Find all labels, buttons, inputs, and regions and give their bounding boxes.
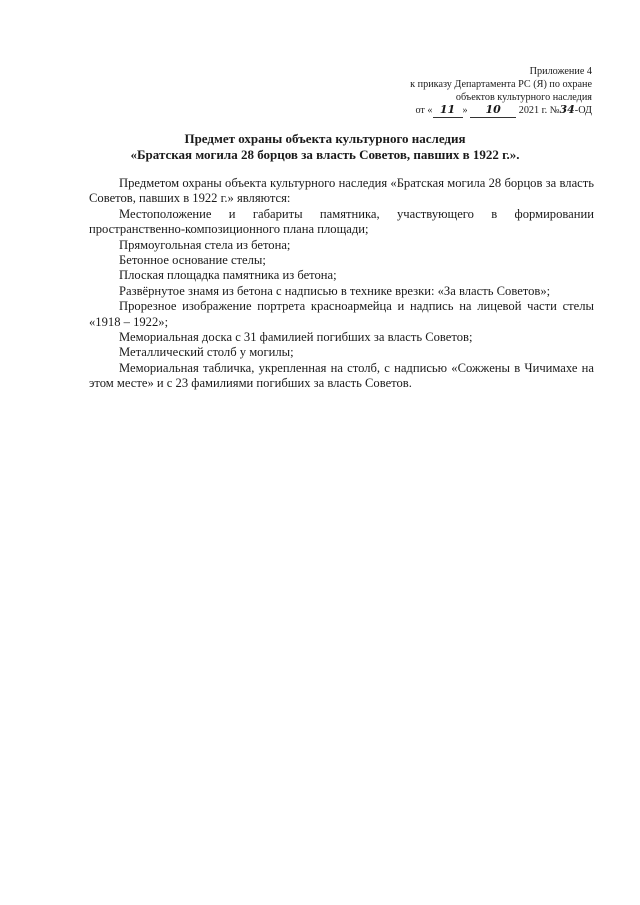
- paragraph-metal-post: Металлический столб у могилы;: [119, 345, 294, 360]
- date-mid: »: [462, 105, 468, 117]
- paragraph-platform: Плоская площадка памятника из бетона;: [119, 268, 337, 283]
- paragraph-intro: Предметом охраны объекта культурного наследия «Братская могила 28 борцов за власть Советов, павших в 1922 г.» являются:: [89, 176, 594, 206]
- order-suffix: -ОД: [574, 105, 592, 117]
- appendix-number: Приложение 4: [529, 66, 592, 77]
- paragraph-banner: Развёрнутое знамя из бетона с надписью в технике врезки: «За власть Советов»;: [119, 283, 551, 298]
- date-prefix: от «: [415, 105, 433, 117]
- department-name: объектов культурного наследия: [455, 91, 592, 103]
- document-body: [89, 176, 594, 392]
- order-number: 34: [559, 103, 575, 117]
- title-line-2: «Братская могила 28 борцов за власть Советов, павших в 1922 г.».: [130, 147, 520, 162]
- title-line-1: Предмет охраны объекта культурного наследия: [184, 131, 466, 146]
- order-reference: к приказу Департамента РС (Я) по охране: [410, 78, 592, 90]
- paragraph-stele: Прямоугольная стела из бетона;: [119, 237, 291, 252]
- date-month: 10: [470, 104, 516, 118]
- paragraph-base: Бетонное основание стелы;: [119, 253, 266, 268]
- paragraph-location: Местоположение и габариты памятника, участвующего в формировании пространственно-композиционного плана площади;: [89, 206, 594, 237]
- date-day: 11: [433, 104, 463, 118]
- appendix-header: [332, 66, 592, 118]
- paragraph-portrait: Прорезное изображение портрета красноармейца и надпись на лицевой части стелы «1918 – 1922»;: [89, 299, 594, 329]
- paragraph-memorial-board: Мемориальная доска с 31 фамилией погибших за власть Советов;: [119, 330, 473, 345]
- order-date-line: [332, 104, 592, 118]
- paragraph-memorial-plaque: Мемориальная табличка, укрепленная на столб, с надписью «Сожжены в Чичимахе на этом месте» и с 23 фамилиями погибших за власть Советов.: [89, 360, 594, 391]
- document-title: [60, 131, 590, 163]
- date-year: 2021 г. №: [518, 105, 560, 117]
